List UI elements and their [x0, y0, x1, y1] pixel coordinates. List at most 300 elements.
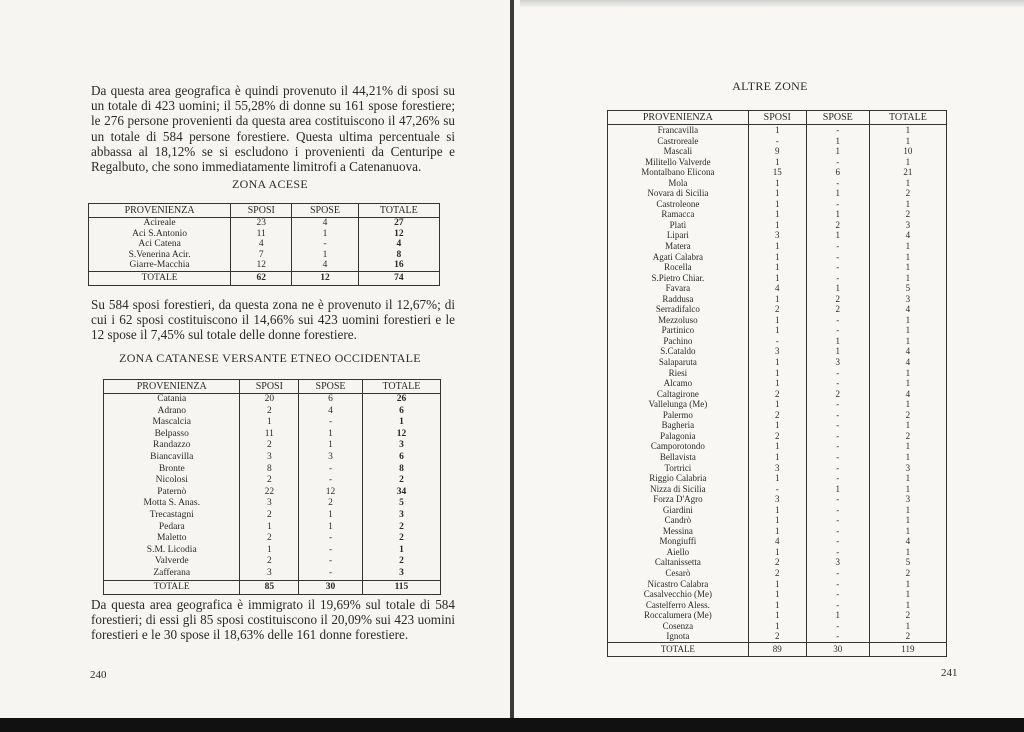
value-cell: 3 — [748, 463, 806, 474]
value-cell: 1 — [869, 505, 946, 516]
place-name-cell: S.Venerina Acir. — [89, 250, 231, 261]
place-name-cell: Raddusa — [608, 294, 749, 305]
value-cell: - — [806, 157, 869, 168]
left-page — [0, 0, 510, 732]
value-cell: - — [806, 600, 869, 611]
place-name-cell: Bronte — [104, 464, 240, 476]
value-cell: 1 — [240, 522, 299, 534]
column-header: PROVENIENZA — [89, 204, 231, 218]
total-row — [104, 580, 441, 594]
value-cell: 1 — [869, 252, 946, 263]
value-cell: 1 — [748, 526, 806, 537]
value-cell: 3 — [240, 452, 299, 464]
table-row — [608, 463, 947, 474]
value-cell: 15 — [748, 167, 806, 178]
table-row — [608, 631, 947, 642]
value-cell: 1 — [869, 621, 946, 632]
value-cell: 2 — [806, 220, 869, 231]
value-cell: 1 — [869, 273, 946, 284]
value-cell: 1 — [240, 545, 299, 557]
value-cell: 2 — [748, 631, 806, 642]
table-row — [608, 188, 947, 199]
value-cell: 2 — [748, 410, 806, 421]
value-cell: 3 — [362, 568, 440, 580]
value-cell: 1 — [869, 589, 946, 600]
table-row — [608, 484, 947, 495]
value-cell: 12 — [358, 229, 439, 240]
value-cell: 2 — [240, 475, 299, 487]
place-name-cell: Messina — [608, 526, 749, 537]
value-cell: 1 — [806, 610, 869, 621]
table-row — [104, 556, 441, 568]
value-cell: 2 — [240, 556, 299, 568]
table-row — [608, 262, 947, 273]
place-name-cell: Novara di Sicilia — [608, 188, 749, 199]
value-cell: 3 — [806, 557, 869, 568]
table-row — [608, 146, 947, 157]
value-cell: 1 — [806, 209, 869, 220]
place-name-cell: Aci S.Antonio — [89, 229, 231, 240]
value-cell: - — [806, 505, 869, 516]
value-cell: 6 — [362, 452, 440, 464]
table-row — [104, 406, 441, 418]
value-cell: 2 — [362, 556, 440, 568]
value-cell: - — [299, 475, 363, 487]
value-cell: - — [806, 273, 869, 284]
place-name-cell: Mascalcia — [104, 417, 240, 429]
total-label-cell: TOTALE — [608, 642, 749, 656]
value-cell: 1 — [748, 547, 806, 558]
place-name-cell: S.Cataldo — [608, 346, 749, 357]
value-cell: - — [806, 125, 869, 136]
value-cell: 2 — [869, 568, 946, 579]
value-cell: 6 — [362, 406, 440, 418]
place-name-cell: Militello Valverde — [608, 157, 749, 168]
page-edge-shadow — [520, 0, 1024, 8]
value-cell: 1 — [748, 157, 806, 168]
table-row — [104, 429, 441, 441]
place-name-cell: Catania — [104, 394, 240, 406]
place-name-cell: Tortrici — [608, 463, 749, 474]
value-cell: - — [806, 325, 869, 336]
value-cell: 10 — [869, 146, 946, 157]
paragraph-1: Da questa area geografica è quindi provenuto il 44,21% di sposi su un totale di 423 uomini; il 55,28% di donne su 161 spose forestiere; le 276 persone provenienti da questa area costituiscono il 47,26% su un totale di 584 persone forestiere. Questa ultima percentuale si abbassa al 18,12% se si escludono i provenienti da Centuripe e Regalbuto, che sono immediatamente limitrofi a Catenanuova. — [91, 83, 455, 175]
place-name-cell: Aiello — [608, 547, 749, 558]
value-cell: 2 — [240, 510, 299, 522]
value-cell: 3 — [869, 220, 946, 231]
table-row — [608, 589, 947, 600]
place-name-cell: Paternò — [104, 487, 240, 499]
value-cell: 1 — [748, 378, 806, 389]
table-row — [608, 368, 947, 379]
place-name-cell: Motta S. Anas. — [104, 498, 240, 510]
value-cell: 1 — [869, 399, 946, 410]
table-row — [608, 357, 947, 368]
table-row — [608, 610, 947, 621]
value-cell: 1 — [869, 526, 946, 537]
place-name-cell: Giardini — [608, 505, 749, 516]
table-row — [104, 568, 441, 580]
value-cell: 26 — [362, 394, 440, 406]
table-row — [608, 431, 947, 442]
value-cell: 1 — [806, 136, 869, 147]
place-name-cell: Cosenza — [608, 621, 749, 632]
place-name-cell: Favara — [608, 283, 749, 294]
place-name-cell: S.Pietro Chiar. — [608, 273, 749, 284]
value-cell: 4 — [231, 239, 292, 250]
value-cell: - — [806, 420, 869, 431]
table-row — [104, 464, 441, 476]
value-cell: 1 — [748, 621, 806, 632]
table-row — [608, 568, 947, 579]
value-cell: - — [806, 441, 869, 452]
table-row — [608, 515, 947, 526]
value-cell: 1 — [869, 441, 946, 452]
value-cell: 3 — [362, 510, 440, 522]
place-name-cell: Zafferana — [104, 568, 240, 580]
value-cell: 1 — [748, 368, 806, 379]
place-name-cell: Ignota — [608, 631, 749, 642]
value-cell: - — [292, 239, 358, 250]
right-page — [514, 0, 1024, 732]
place-name-cell: Maletto — [104, 533, 240, 545]
value-cell: 1 — [748, 315, 806, 326]
value-cell: 1 — [299, 429, 363, 441]
place-name-cell: Lipari — [608, 230, 749, 241]
place-name-cell: Francavilla — [608, 125, 749, 136]
value-cell: 27 — [358, 218, 439, 229]
value-cell: 3 — [299, 452, 363, 464]
value-cell: - — [806, 547, 869, 558]
value-cell: 6 — [299, 394, 363, 406]
value-cell: 7 — [231, 250, 292, 261]
place-name-cell: Alcamo — [608, 378, 749, 389]
value-cell: 2 — [806, 294, 869, 305]
value-cell: 1 — [748, 325, 806, 336]
value-cell: 1 — [869, 262, 946, 273]
value-cell: 1 — [869, 125, 946, 136]
table-row — [608, 600, 947, 611]
value-cell: 3 — [748, 494, 806, 505]
table-row — [608, 505, 947, 516]
value-cell: 1 — [748, 515, 806, 526]
value-cell: 8 — [240, 464, 299, 476]
table-row — [608, 441, 947, 452]
value-cell: - — [299, 464, 363, 476]
value-cell: - — [806, 473, 869, 484]
value-cell: 1 — [748, 420, 806, 431]
value-cell: 11 — [240, 429, 299, 441]
column-header: PROVENIENZA — [608, 111, 749, 125]
value-cell: 1 — [299, 440, 363, 452]
value-cell: - — [806, 431, 869, 442]
value-cell: 1 — [362, 417, 440, 429]
value-cell: 4 — [299, 406, 363, 418]
value-cell: 3 — [869, 494, 946, 505]
value-cell: 1 — [869, 473, 946, 484]
value-cell: - — [806, 494, 869, 505]
table-row — [608, 315, 947, 326]
place-name-cell: Nicastro Calabra — [608, 579, 749, 590]
value-cell: 1 — [748, 220, 806, 231]
total-value-cell: 12 — [292, 271, 358, 285]
table-row — [104, 452, 441, 464]
value-cell: 1 — [869, 420, 946, 431]
table-row — [608, 378, 947, 389]
table-row — [608, 536, 947, 547]
column-header: SPOSI — [748, 111, 806, 125]
value-cell: 1 — [748, 441, 806, 452]
place-name-cell: Partinico — [608, 325, 749, 336]
table-row — [608, 452, 947, 463]
value-cell: 1 — [869, 325, 946, 336]
place-name-cell: Trecastagni — [104, 510, 240, 522]
place-name-cell: Adrano — [104, 406, 240, 418]
table-row — [104, 475, 441, 487]
place-name-cell: Matera — [608, 241, 749, 252]
value-cell: 1 — [240, 417, 299, 429]
value-cell: 2 — [806, 304, 869, 315]
value-cell: 1 — [748, 294, 806, 305]
value-cell: - — [806, 199, 869, 210]
table-zona-catanese — [103, 379, 441, 595]
value-cell: 2 — [240, 406, 299, 418]
column-header: TOTALE — [358, 204, 439, 218]
value-cell: 3 — [240, 568, 299, 580]
value-cell: 4 — [869, 230, 946, 241]
value-cell: 1 — [806, 230, 869, 241]
value-cell: 1 — [362, 545, 440, 557]
table-row — [608, 273, 947, 284]
value-cell: 2 — [748, 389, 806, 400]
value-cell: 2 — [748, 431, 806, 442]
value-cell: 1 — [869, 157, 946, 168]
place-name-cell: Mezzoluso — [608, 315, 749, 326]
value-cell: 4 — [748, 536, 806, 547]
table-row — [608, 178, 947, 189]
value-cell: - — [806, 526, 869, 537]
place-name-cell: Candrò — [608, 515, 749, 526]
column-header: TOTALE — [869, 111, 946, 125]
place-name-cell: Castroreale — [608, 136, 749, 147]
value-cell: 2 — [869, 610, 946, 621]
table-row — [608, 557, 947, 568]
page-number-right: 241 — [941, 667, 958, 679]
value-cell: 2 — [299, 498, 363, 510]
value-cell: 1 — [748, 600, 806, 611]
value-cell: 1 — [748, 262, 806, 273]
value-cell: - — [806, 399, 869, 410]
value-cell: 1 — [806, 188, 869, 199]
paragraph-2: Su 584 sposi forestieri, da questa zona ne è provenuto il 12,67%; di cui i 62 sposi costituiscono il 14,66% sui 423 uomini forestieri e le 12 spose il 7,45% sul totale delle donne forestiere. — [91, 297, 455, 343]
value-cell: 1 — [869, 178, 946, 189]
value-cell: 2 — [869, 209, 946, 220]
value-cell: - — [806, 178, 869, 189]
value-cell: 2 — [748, 568, 806, 579]
total-value-cell: 62 — [231, 271, 292, 285]
table-row — [608, 399, 947, 410]
value-cell: 12 — [231, 260, 292, 271]
table-row — [608, 167, 947, 178]
value-cell: 1 — [869, 378, 946, 389]
place-name-cell: Caltagirone — [608, 389, 749, 400]
place-name-cell: Valverde — [104, 556, 240, 568]
place-name-cell: Agati Calabra — [608, 252, 749, 263]
value-cell: 2 — [748, 304, 806, 315]
place-name-cell: Casalvecchio (Me) — [608, 589, 749, 600]
total-value-cell: 30 — [806, 642, 869, 656]
table-row — [104, 487, 441, 499]
value-cell: - — [806, 368, 869, 379]
table-row — [89, 250, 440, 261]
value-cell: 4 — [292, 260, 358, 271]
value-cell: 3 — [748, 346, 806, 357]
table-row — [608, 346, 947, 357]
table-row — [608, 230, 947, 241]
value-cell: 16 — [358, 260, 439, 271]
column-header: SPOSI — [231, 204, 292, 218]
place-name-cell: Randazzo — [104, 440, 240, 452]
value-cell: 1 — [806, 484, 869, 495]
place-name-cell: Mola — [608, 178, 749, 189]
value-cell: 1 — [748, 452, 806, 463]
table-row — [608, 283, 947, 294]
value-cell: 1 — [806, 146, 869, 157]
value-cell: 1 — [869, 199, 946, 210]
place-name-cell: Riesi — [608, 368, 749, 379]
value-cell: 4 — [748, 283, 806, 294]
value-cell: 1 — [806, 336, 869, 347]
value-cell: 1 — [748, 199, 806, 210]
value-cell: 2 — [806, 389, 869, 400]
value-cell: 2 — [748, 557, 806, 568]
value-cell: 8 — [358, 250, 439, 261]
value-cell: 34 — [362, 487, 440, 499]
value-cell: 1 — [748, 473, 806, 484]
column-header: SPOSI — [240, 380, 299, 394]
value-cell: - — [299, 533, 363, 545]
place-name-cell: Biancavilla — [104, 452, 240, 464]
table-row — [608, 294, 947, 305]
total-value-cell: 115 — [362, 580, 440, 594]
table-row — [608, 199, 947, 210]
table-row — [89, 229, 440, 240]
value-cell: 5 — [362, 498, 440, 510]
place-name-cell: Montalbano Elicona — [608, 167, 749, 178]
place-name-cell: Acireale — [89, 218, 231, 229]
value-cell: 1 — [748, 273, 806, 284]
table-row — [608, 325, 947, 336]
total-label-cell: TOTALE — [89, 271, 231, 285]
value-cell: 9 — [748, 146, 806, 157]
value-cell: 5 — [869, 557, 946, 568]
value-cell: 4 — [869, 346, 946, 357]
value-cell: - — [806, 568, 869, 579]
place-name-cell: Palermo — [608, 410, 749, 421]
table-row — [104, 545, 441, 557]
value-cell: 1 — [869, 515, 946, 526]
place-name-cell: Nizza di Sicilia — [608, 484, 749, 495]
place-name-cell: Pachino — [608, 336, 749, 347]
table-row — [104, 510, 441, 522]
value-cell: 2 — [869, 431, 946, 442]
value-cell: 1 — [748, 357, 806, 368]
value-cell: 1 — [869, 241, 946, 252]
value-cell: 1 — [748, 125, 806, 136]
heading-zona-acese: ZONA ACESE — [231, 177, 308, 191]
place-name-cell: Cesarò — [608, 568, 749, 579]
value-cell: 1 — [748, 188, 806, 199]
table-row — [608, 136, 947, 147]
table-row — [104, 417, 441, 429]
place-name-cell: Castroleone — [608, 199, 749, 210]
place-name-cell: Vallelunga (Me) — [608, 399, 749, 410]
value-cell: 1 — [748, 241, 806, 252]
value-cell: 1 — [869, 336, 946, 347]
value-cell: 4 — [869, 304, 946, 315]
value-cell: 3 — [869, 294, 946, 305]
place-name-cell: Bellavista — [608, 452, 749, 463]
place-name-cell: Castelferro Aless. — [608, 600, 749, 611]
value-cell: 1 — [748, 178, 806, 189]
value-cell: - — [806, 579, 869, 590]
total-row — [89, 271, 440, 285]
place-name-cell: Roccalumera (Me) — [608, 610, 749, 621]
column-header: TOTALE — [362, 380, 440, 394]
heading-altre-zone: ALTRE ZONE — [732, 79, 808, 93]
value-cell: 1 — [869, 452, 946, 463]
place-name-cell: Platì — [608, 220, 749, 231]
value-cell: 4 — [869, 357, 946, 368]
table-row — [104, 394, 441, 406]
value-cell: 1 — [869, 315, 946, 326]
value-cell: 1 — [869, 136, 946, 147]
value-cell: 3 — [240, 498, 299, 510]
value-cell: 1 — [869, 600, 946, 611]
place-name-cell: Salaparuta — [608, 357, 749, 368]
value-cell: - — [748, 136, 806, 147]
paragraph-3: Da questa area geografica è immigrato il 19,69% sul totale di 584 forestieri; di essi gli 85 sposi costituiscono il 20,09% sui 423 uomini forestieri e le 30 spose il 18,63% delle 161 donne forestiere. — [91, 597, 455, 643]
value-cell: 3 — [806, 357, 869, 368]
value-cell: 2 — [240, 440, 299, 452]
value-cell: 2 — [240, 533, 299, 545]
value-cell: 22 — [240, 487, 299, 499]
value-cell: 1 — [299, 522, 363, 534]
table-row — [608, 209, 947, 220]
total-value-cell: 85 — [240, 580, 299, 594]
value-cell: 5 — [869, 283, 946, 294]
value-cell: 1 — [748, 610, 806, 621]
value-cell: 1 — [806, 346, 869, 357]
value-cell: - — [299, 417, 363, 429]
total-value-cell: 119 — [869, 642, 946, 656]
place-name-cell: Nicolosi — [104, 475, 240, 487]
value-cell: - — [806, 315, 869, 326]
value-cell: 1 — [869, 368, 946, 379]
value-cell: 3 — [362, 440, 440, 452]
value-cell: 21 — [869, 167, 946, 178]
total-value-cell: 74 — [358, 271, 439, 285]
table-row — [608, 304, 947, 315]
table-row — [104, 522, 441, 534]
value-cell: - — [806, 252, 869, 263]
value-cell: 2 — [362, 475, 440, 487]
table-row — [89, 239, 440, 250]
value-cell: 12 — [362, 429, 440, 441]
value-cell: 4 — [358, 239, 439, 250]
place-name-cell: Forza D'Agro — [608, 494, 749, 505]
value-cell: 2 — [869, 410, 946, 421]
